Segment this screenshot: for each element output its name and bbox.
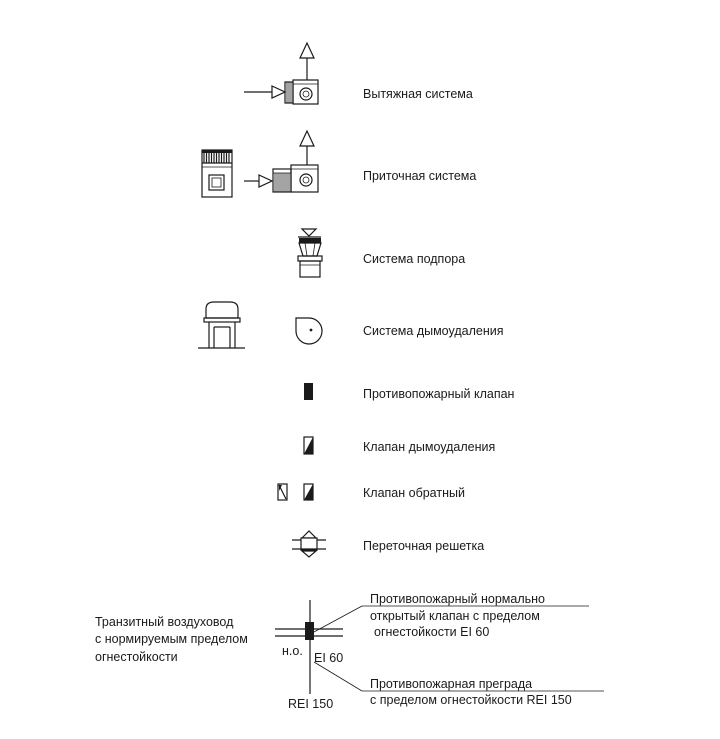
transit-duct-label-line-2: с нормируемым пределом	[95, 632, 248, 646]
supply-system-icon	[244, 131, 318, 192]
legend-label-fire-damper: Противопожарный клапан	[363, 387, 515, 401]
barrier-rating-label: REI 150	[288, 697, 334, 711]
transit-duct-label-line-3: огнестойкости	[95, 650, 178, 664]
damper-callout-line-1: Противопожарный нормально	[370, 592, 545, 606]
air-handling-unit-icon	[202, 150, 232, 197]
legend-label-transfer-grille: Переточная решетка	[363, 539, 485, 553]
damper-callout-line-3: огнестойкости EI 60	[374, 625, 490, 639]
normally-open-abbr: н.о.	[282, 644, 303, 658]
damper-rating-label: EI 60	[314, 651, 344, 665]
normally-open-fire-damper-icon	[305, 622, 314, 640]
legend-label-pressurization-system: Система подпора	[363, 252, 466, 266]
legend-label-exhaust-system: Вытяжная система	[363, 87, 473, 101]
transfer-grille-icon	[292, 531, 326, 557]
legend-label-smoke-damper: Клапан дымоудаления	[363, 440, 496, 454]
check-valve-closed-icon	[304, 484, 313, 500]
barrier-callout-line-1: Противопожарная преграда	[370, 677, 533, 691]
smoke-damper-icon	[304, 437, 313, 454]
roof-fan-icon	[198, 302, 245, 348]
pressurization-system-icon	[298, 229, 322, 277]
legend-label-smoke-removal-system: Система дымоудаления	[363, 324, 504, 338]
check-valve-open-icon	[278, 484, 287, 500]
fire-damper-icon	[304, 383, 313, 400]
smoke-exhaust-fan-icon	[296, 318, 322, 344]
barrier-callout-line-2: с пределом огнестойкости REI 150	[370, 693, 572, 707]
damper-callout-line-2: открытый клапан с пределом	[370, 609, 540, 623]
transit-duct-label-line-1: Транзитный воздуховод	[95, 615, 234, 629]
exhaust-system-icon	[244, 43, 318, 104]
legend-label-check-valve: Клапан обратный	[363, 486, 465, 500]
legend-label-supply-system: Приточная система	[363, 169, 477, 183]
